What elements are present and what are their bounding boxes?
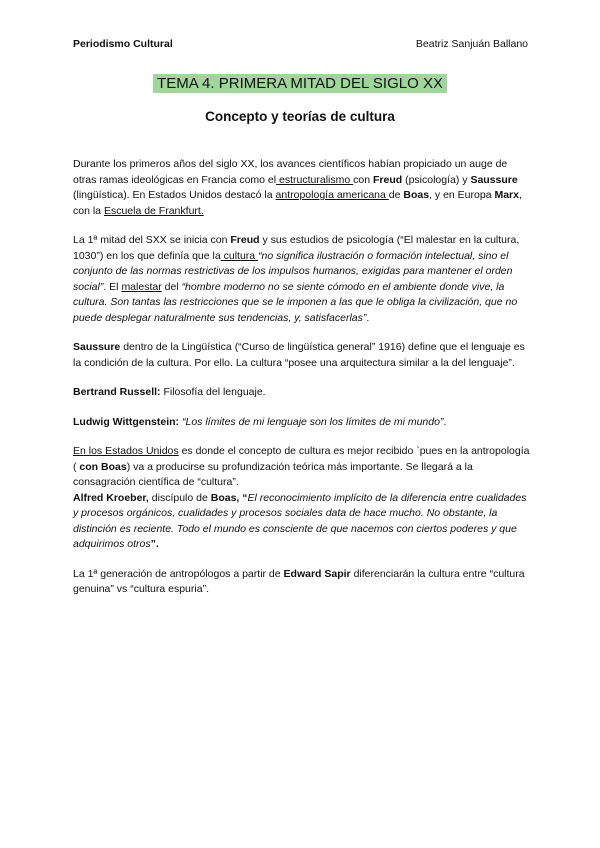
name-freud: Freud (373, 173, 403, 186)
paragraph-kroeber (73, 491, 533, 553)
name-russell: Bertrand Russell: (73, 386, 161, 398)
name-boas: Boas, “ (210, 491, 248, 504)
text: . (443, 415, 447, 428)
term-escuela-frankfurt: Escuela de Frankfurt. (103, 204, 204, 217)
text: La 1ª mitad del SXX se inicia con (73, 234, 231, 246)
text: Durante los primeros años del siglo XX, los avances científicos habían propiciado un auge de otras ramas ideológicas en Francia como el (73, 158, 508, 186)
text: , y en Europa (429, 189, 495, 201)
paragraph-freud (73, 233, 533, 326)
page-title: TEMA 4. PRIMERA MITAD DEL SIGLO XX (153, 74, 447, 93)
text: discípulo de (148, 491, 211, 504)
name-freud: Freud (230, 234, 260, 246)
text: dentro de la Lingüística (“Curso de lingüística general” 1916) define que el lenguaje es la condición de la cultura. Por ello. La cultura “posee una arquitectura similar a la del lenguaje”. (73, 341, 525, 369)
term-cultura: cultura (220, 249, 259, 262)
header-course-title: Periodismo Cultural (73, 38, 173, 50)
quote-cultura: “no significa ilustración o formación intelectual, sino el conjunto de las normas restrictivas de los impulsos humanos, exigidas para mantener el orden social” (73, 249, 513, 293)
paragraph-sapir (73, 567, 533, 598)
term-malestar: malestar (121, 280, 162, 293)
text: con (353, 173, 373, 186)
name-marx: Marx (494, 189, 519, 201)
name-sapir: Edward Sapir (283, 567, 351, 580)
paragraph-saussure (73, 340, 533, 371)
text: y sus estudios de psicología (“El malestar en la cultura, 1030”) en los que definía que la (73, 234, 520, 262)
paragraph-eeuu (73, 444, 533, 491)
text: , con la (73, 189, 522, 217)
paragraph-wittgenstein (73, 415, 533, 431)
quote-kroeber: El reconocimiento implícito de la diferencia entre cualidades y procesos orgánicos, cualidades y procesos sociales data de hace mucho. No obstante, la distinción es reciente. Todo el mundo es consciente de que nacemos con ciertos poderes y que adquirimos otros (73, 491, 527, 550)
text: del (161, 280, 182, 293)
term-estructuralismo: estructuralismo (276, 173, 354, 186)
text: de (388, 189, 404, 201)
quote-wittgenstein: “Los límites de mi lenguaje son los límites de mi mundo” (179, 415, 444, 428)
quote-end: ”. (150, 538, 159, 550)
name-saussure: Saussure (73, 341, 121, 353)
document-body (73, 157, 533, 612)
text: Filosofía del lenguaje. (160, 386, 266, 398)
text: es donde el concepto de cultura es mejor recibido `pues en la antropología ( (73, 445, 530, 473)
text: (psicología) y (402, 173, 471, 186)
page-subtitle: Concepto y teorías de cultura (205, 109, 395, 124)
name-boas: Boas (403, 189, 430, 201)
paragraph-intro (73, 157, 533, 219)
text: ) va a producirse su profundización teórica más importante. Se llegará a la consagración científica de “cultura”. (73, 460, 473, 488)
name-saussure: Saussure (470, 173, 518, 186)
paragraph-russell (73, 385, 533, 401)
title-container (0, 74, 600, 93)
name-con-boas: con Boas (79, 460, 127, 473)
text: (lingüística). En Estados Unidos destacó la (73, 189, 276, 201)
term-antropologia-americana: antropología americana (275, 189, 389, 201)
header-author: Beatriz Sanjuán Ballano (415, 38, 528, 50)
name-wittgenstein: Ludwig Wittgenstein: (73, 415, 180, 428)
text: . (366, 311, 370, 324)
quote-malestar: “hombre moderno no se siente cómodo en el ambiente donde vive, la cultura. Son tantas las restricciones que se le imponen a las que le obliga la civilización, que no puede desplegar naturalmente sus tendencias, y, satisfacerlas” (73, 280, 518, 324)
text: diferenciarán la cultura entre “cultura genuina” vs “cultura espuria”. (73, 567, 525, 595)
text: La 1ª generación de antropólogos a partir de (73, 567, 284, 580)
text: . El (103, 280, 122, 293)
name-kroeber: Alfred Kroeber, (73, 491, 149, 504)
term-estados-unidos: En los Estados Unidos (73, 445, 179, 457)
